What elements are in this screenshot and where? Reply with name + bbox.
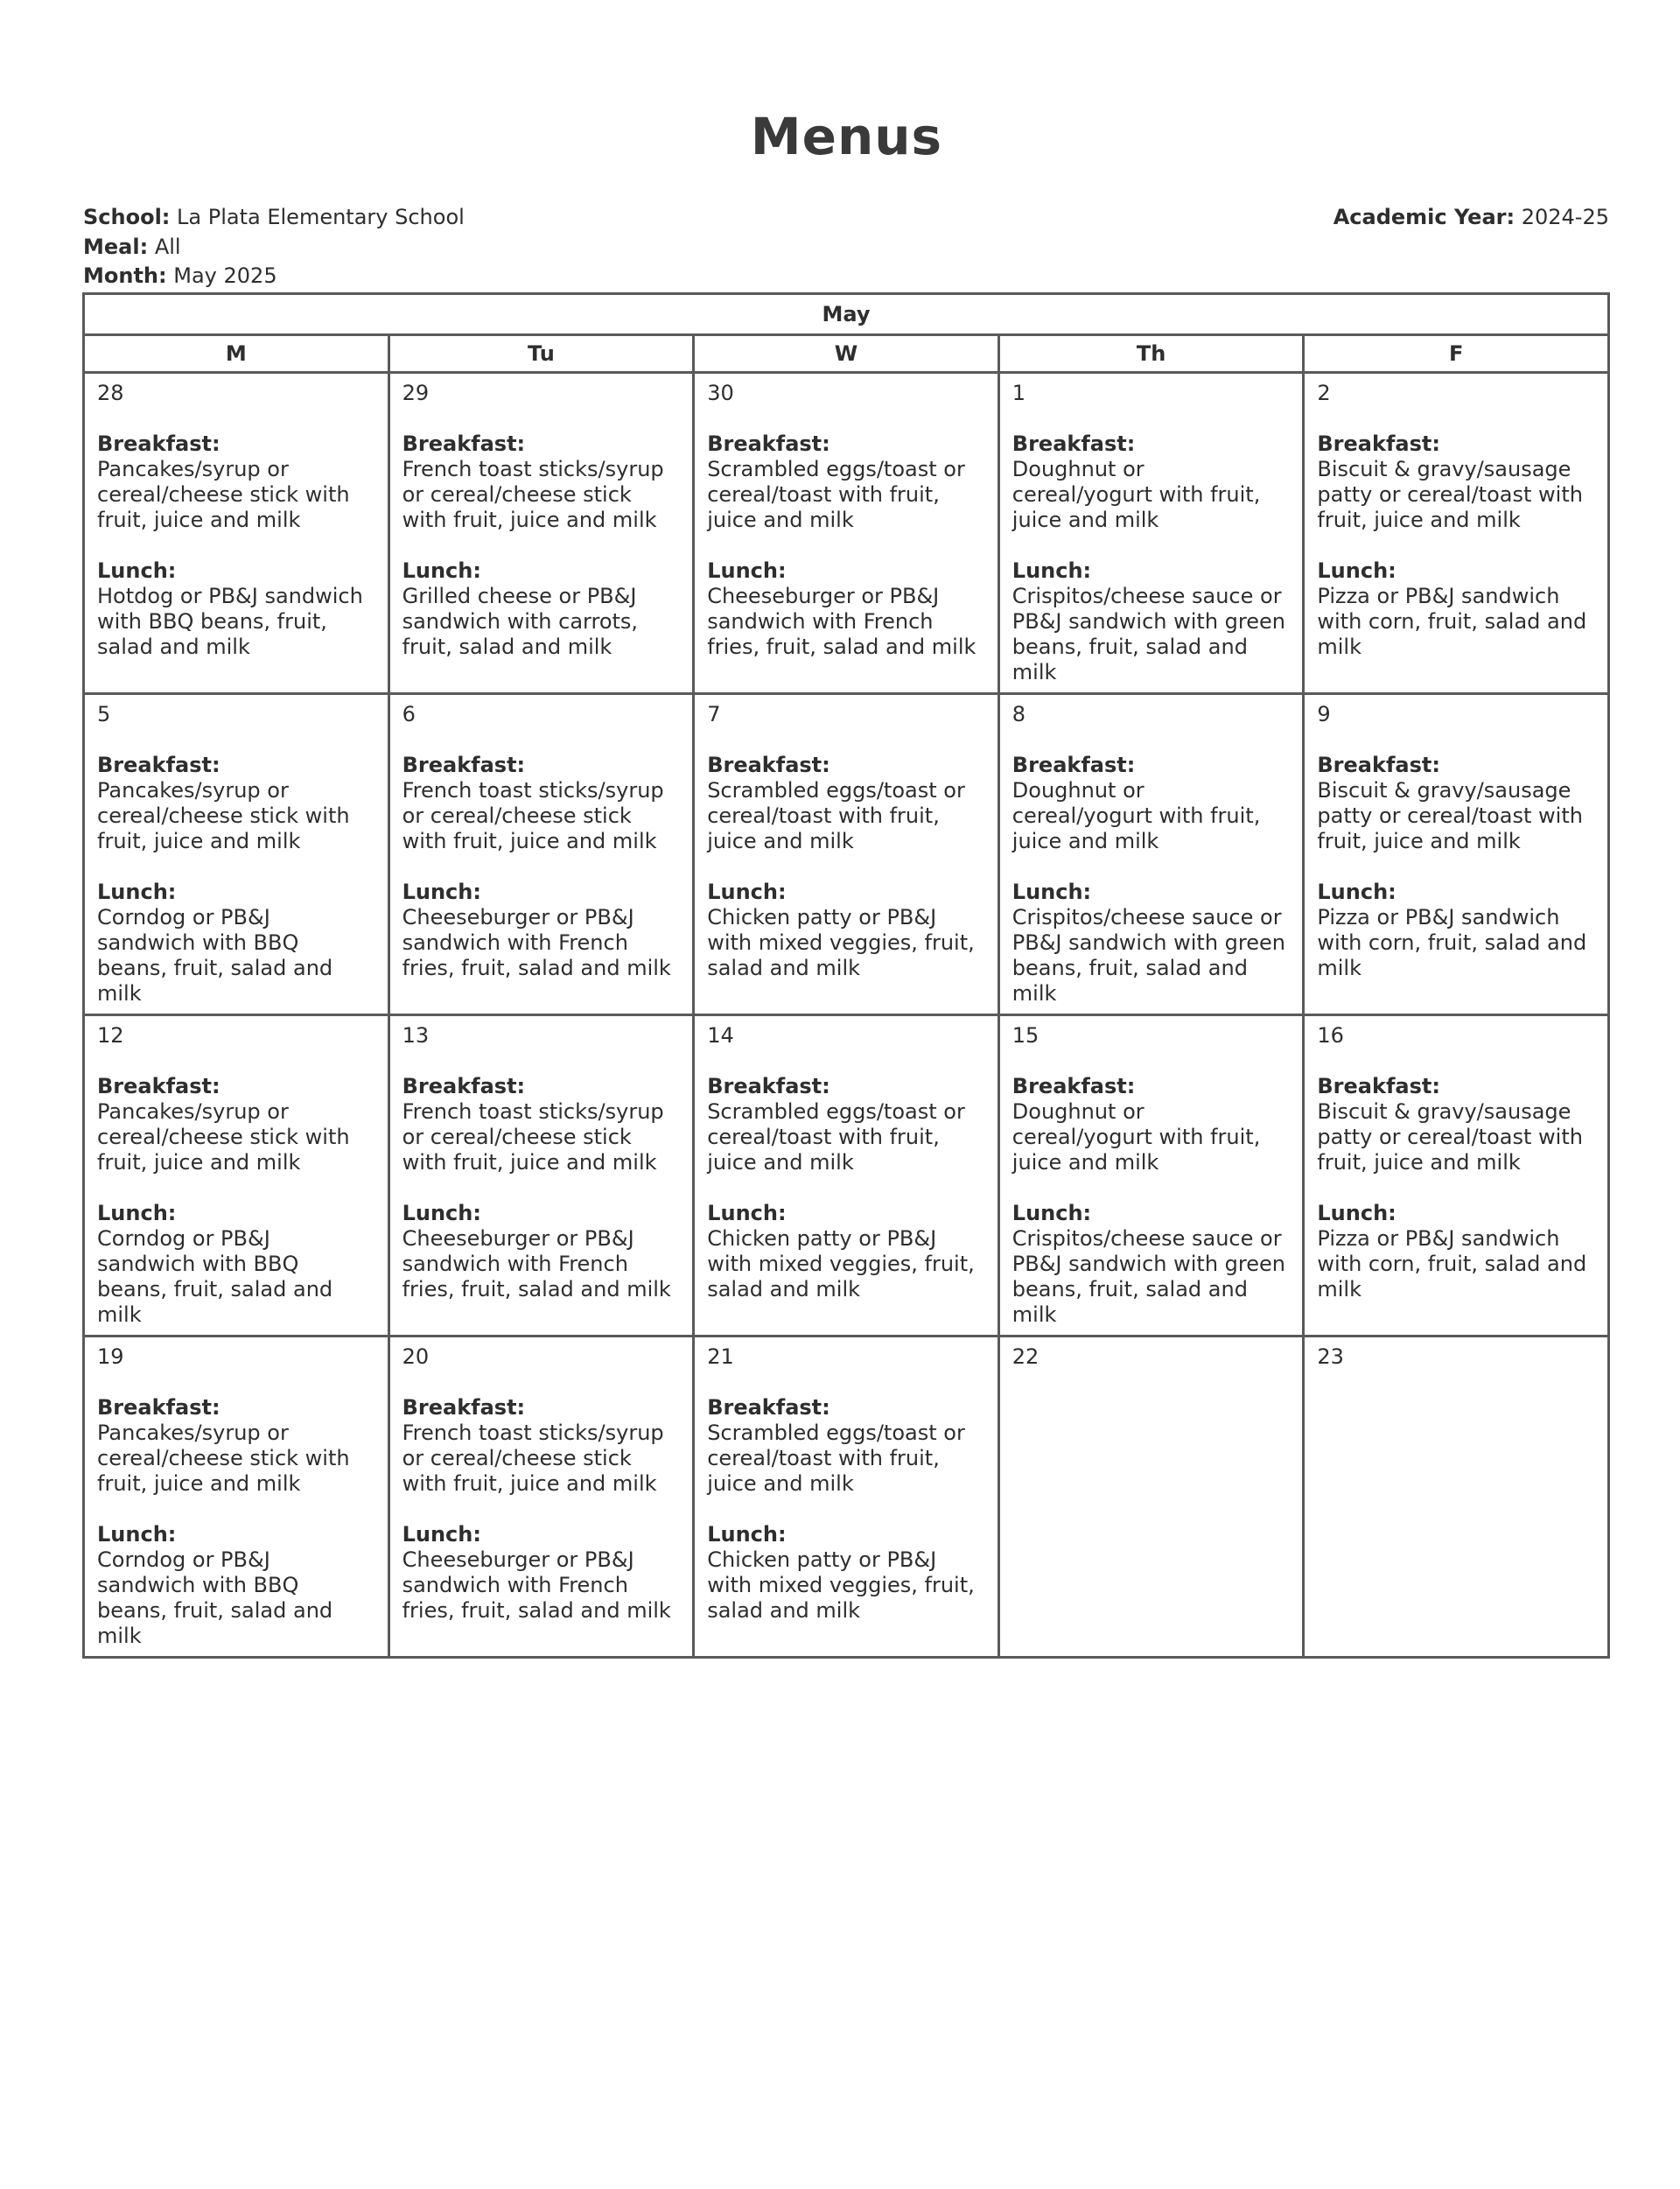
- lunch-menu: Hotdog or PB&J sandwich with BBQ beans, fruit, salad and milk: [97, 584, 363, 659]
- day-number: 1: [1012, 381, 1026, 405]
- breakfast-menu: Scrambled eggs/toast or cereal/toast with fruit, juice and milk: [707, 457, 965, 532]
- breakfast-menu: Pancakes/syrup or cereal/cheese stick with fruit, juice and milk: [97, 778, 350, 853]
- lunch-label: Lunch:: [97, 880, 177, 904]
- lunch-menu: Cheeseburger or PB&J sandwich with French fries, fruit, salad and milk: [402, 905, 671, 980]
- calendar-day-cell: [694, 1015, 999, 1337]
- day-number: 28: [97, 381, 124, 405]
- lunch-menu: Pizza or PB&J sandwich with corn, fruit, salad and milk: [1317, 905, 1587, 980]
- breakfast-menu: French toast sticks/syrup or cereal/cheese stick with fruit, juice and milk: [402, 1099, 664, 1175]
- page-title: Menus: [750, 107, 943, 166]
- day-number: 23: [1317, 1344, 1344, 1369]
- calendar-day-cell: [84, 1015, 389, 1337]
- calendar-day-cell: [998, 1337, 1304, 1658]
- lunch-menu: Corndog or PB&J sandwich with BBQ beans, fruit, salad and milk: [97, 1547, 333, 1648]
- day-number: 14: [707, 1023, 734, 1048]
- breakfast-label: Breakfast:: [402, 753, 526, 777]
- breakfast-menu: Doughnut or cereal/yogurt with fruit, juice and milk: [1012, 457, 1261, 532]
- menu-calendar: [82, 292, 1610, 1659]
- academic-year-line: [1334, 203, 1609, 233]
- school-label: School:: [83, 205, 171, 229]
- lunch-label: Lunch:: [1317, 880, 1396, 904]
- lunch-menu: Pizza or PB&J sandwich with corn, fruit, salad and milk: [1317, 1226, 1587, 1301]
- calendar-body: [84, 373, 1609, 1658]
- breakfast-menu: Scrambled eggs/toast or cereal/toast with fruit, juice and milk: [707, 1421, 965, 1496]
- lunch-label: Lunch:: [402, 558, 481, 583]
- breakfast-menu: Biscuit & gravy/sausage patty or cereal/toast with fruit, juice and milk: [1317, 457, 1583, 532]
- breakfast-label: Breakfast:: [1317, 1074, 1440, 1098]
- breakfast-label: Breakfast:: [97, 1395, 220, 1420]
- meal-value: All: [154, 234, 181, 259]
- meal-label: Meal:: [83, 234, 149, 259]
- lunch-menu: Corndog or PB&J sandwich with BBQ beans, fruit, salad and milk: [97, 1226, 333, 1327]
- weekday-header: F: [1304, 335, 1609, 373]
- weekday-header-row: [84, 335, 1609, 373]
- calendar-week-row: [84, 1015, 1609, 1337]
- breakfast-menu: Pancakes/syrup or cereal/cheese stick with fruit, juice and milk: [97, 1421, 350, 1496]
- weekday-header: Tu: [388, 335, 694, 373]
- calendar-day-cell: [388, 373, 694, 694]
- calendar-day-cell: [388, 1337, 694, 1658]
- day-number: 19: [97, 1344, 124, 1369]
- lunch-label: Lunch:: [707, 1201, 787, 1225]
- month-value: May 2025: [173, 263, 277, 288]
- breakfast-label: Breakfast:: [707, 431, 830, 456]
- lunch-menu: Crispitos/cheese sauce or PB&J sandwich with green beans, fruit, salad and milk: [1012, 1226, 1285, 1327]
- breakfast-menu: Scrambled eggs/toast or cereal/toast with fruit, juice and milk: [707, 1099, 965, 1175]
- lunch-label: Lunch:: [707, 880, 787, 904]
- lunch-menu: Corndog or PB&J sandwich with BBQ beans, fruit, salad and milk: [97, 905, 333, 1006]
- breakfast-label: Breakfast:: [1012, 1074, 1136, 1098]
- lunch-label: Lunch:: [1012, 1201, 1092, 1225]
- breakfast-label: Breakfast:: [402, 1395, 526, 1420]
- breakfast-menu: French toast sticks/syrup or cereal/cheese stick with fruit, juice and milk: [402, 778, 664, 853]
- lunch-menu: Cheeseburger or PB&J sandwich with French fries, fruit, salad and milk: [402, 1547, 671, 1623]
- calendar-day-cell: [84, 694, 389, 1015]
- weekday-header: W: [694, 335, 999, 373]
- calendar-day-cell: [1304, 1337, 1609, 1658]
- academic-year-label: Academic Year:: [1333, 205, 1516, 229]
- calendar-day-cell: [1304, 694, 1609, 1015]
- calendar-day-cell: [998, 1015, 1304, 1337]
- breakfast-label: Breakfast:: [402, 1074, 526, 1098]
- calendar-day-cell: [998, 373, 1304, 694]
- day-number: 22: [1012, 1344, 1040, 1369]
- breakfast-menu: Pancakes/syrup or cereal/cheese stick with fruit, juice and milk: [97, 1099, 350, 1175]
- breakfast-label: Breakfast:: [1317, 753, 1440, 777]
- breakfast-menu: Pancakes/syrup or cereal/cheese stick with fruit, juice and milk: [97, 457, 350, 532]
- calendar-week-row: [84, 1337, 1609, 1658]
- breakfast-menu: Biscuit & gravy/sausage patty or cereal/toast with fruit, juice and milk: [1317, 1099, 1583, 1175]
- menu-info: [83, 203, 465, 291]
- calendar-day-cell: [388, 694, 694, 1015]
- breakfast-menu: Doughnut or cereal/yogurt with fruit, juice and milk: [1012, 778, 1261, 853]
- calendar-day-cell: [84, 373, 389, 694]
- lunch-menu: Chicken patty or PB&J with mixed veggies, fruit, salad and milk: [707, 1547, 975, 1623]
- breakfast-label: Breakfast:: [1012, 431, 1136, 456]
- calendar-day-cell: [694, 694, 999, 1015]
- day-number: 6: [402, 702, 416, 726]
- day-number: 16: [1317, 1023, 1344, 1048]
- day-number: 13: [402, 1023, 430, 1048]
- lunch-label: Lunch:: [402, 1201, 481, 1225]
- breakfast-label: Breakfast:: [1317, 431, 1440, 456]
- lunch-menu: Crispitos/cheese sauce or PB&J sandwich with green beans, fruit, salad and milk: [1012, 905, 1285, 1006]
- day-number: 9: [1317, 702, 1331, 726]
- lunch-label: Lunch:: [97, 558, 177, 583]
- day-number: 30: [707, 381, 734, 405]
- weekday-header: M: [84, 335, 389, 373]
- day-number: 15: [1012, 1023, 1040, 1048]
- calendar-week-row: [84, 373, 1609, 694]
- month-line: [83, 262, 465, 291]
- lunch-label: Lunch:: [1012, 880, 1092, 904]
- lunch-label: Lunch:: [1012, 558, 1092, 583]
- calendar-day-cell: [694, 1337, 999, 1658]
- lunch-label: Lunch:: [97, 1522, 177, 1547]
- lunch-menu: Cheeseburger or PB&J sandwich with French fries, fruit, salad and milk: [402, 1226, 671, 1301]
- breakfast-label: Breakfast:: [1012, 753, 1136, 777]
- breakfast-menu: Doughnut or cereal/yogurt with fruit, juice and milk: [1012, 1099, 1261, 1175]
- school-line: [83, 203, 465, 233]
- breakfast-menu: French toast sticks/syrup or cereal/cheese stick with fruit, juice and milk: [402, 457, 664, 532]
- breakfast-label: Breakfast:: [97, 1074, 220, 1098]
- calendar-day-cell: [1304, 373, 1609, 694]
- day-number: 8: [1012, 702, 1026, 726]
- day-number: 20: [402, 1344, 430, 1369]
- lunch-label: Lunch:: [707, 558, 787, 583]
- day-number: 7: [707, 702, 721, 726]
- breakfast-menu: Scrambled eggs/toast or cereal/toast with fruit, juice and milk: [707, 778, 965, 853]
- lunch-menu: Grilled cheese or PB&J sandwich with carrots, fruit, salad and milk: [402, 584, 639, 659]
- day-number: 5: [97, 702, 111, 726]
- breakfast-label: Breakfast:: [707, 1074, 830, 1098]
- calendar-day-cell: [998, 694, 1304, 1015]
- lunch-label: Lunch:: [402, 1522, 481, 1547]
- day-number: 21: [707, 1344, 734, 1369]
- breakfast-menu: Biscuit & gravy/sausage patty or cereal/toast with fruit, juice and milk: [1317, 778, 1583, 853]
- day-number: 12: [97, 1023, 124, 1048]
- breakfast-menu: French toast sticks/syrup or cereal/cheese stick with fruit, juice and milk: [402, 1421, 664, 1496]
- lunch-label: Lunch:: [1317, 558, 1396, 583]
- school-value: La Plata Elementary School: [177, 205, 465, 229]
- calendar-month-header: May: [84, 294, 1609, 335]
- breakfast-label: Breakfast:: [707, 1395, 830, 1420]
- breakfast-label: Breakfast:: [97, 431, 220, 456]
- calendar-day-cell: [84, 1337, 389, 1658]
- lunch-menu: Pizza or PB&J sandwich with corn, fruit, salad and milk: [1317, 584, 1587, 659]
- breakfast-label: Breakfast:: [97, 753, 220, 777]
- lunch-label: Lunch:: [97, 1201, 177, 1225]
- breakfast-label: Breakfast:: [707, 753, 830, 777]
- calendar-day-cell: [694, 373, 999, 694]
- academic-year-value: 2024-25: [1521, 205, 1609, 229]
- lunch-menu: Cheeseburger or PB&J sandwich with French fries, fruit, salad and milk: [707, 584, 976, 659]
- day-number: 29: [402, 381, 430, 405]
- lunch-menu: Chicken patty or PB&J with mixed veggies, fruit, salad and milk: [707, 1226, 975, 1301]
- lunch-menu: Chicken patty or PB&J with mixed veggies, fruit, salad and milk: [707, 905, 975, 980]
- month-label: Month:: [83, 263, 167, 288]
- lunch-label: Lunch:: [402, 880, 481, 904]
- lunch-label: Lunch:: [1317, 1201, 1396, 1225]
- lunch-label: Lunch:: [707, 1522, 787, 1547]
- breakfast-label: Breakfast:: [402, 431, 526, 456]
- calendar-week-row: [84, 694, 1609, 1015]
- meal-line: [83, 233, 465, 263]
- calendar-day-cell: [388, 1015, 694, 1337]
- lunch-menu: Crispitos/cheese sauce or PB&J sandwich with green beans, fruit, salad and milk: [1012, 584, 1285, 684]
- day-number: 2: [1317, 381, 1331, 405]
- calendar-day-cell: [1304, 1015, 1609, 1337]
- weekday-header: Th: [998, 335, 1304, 373]
